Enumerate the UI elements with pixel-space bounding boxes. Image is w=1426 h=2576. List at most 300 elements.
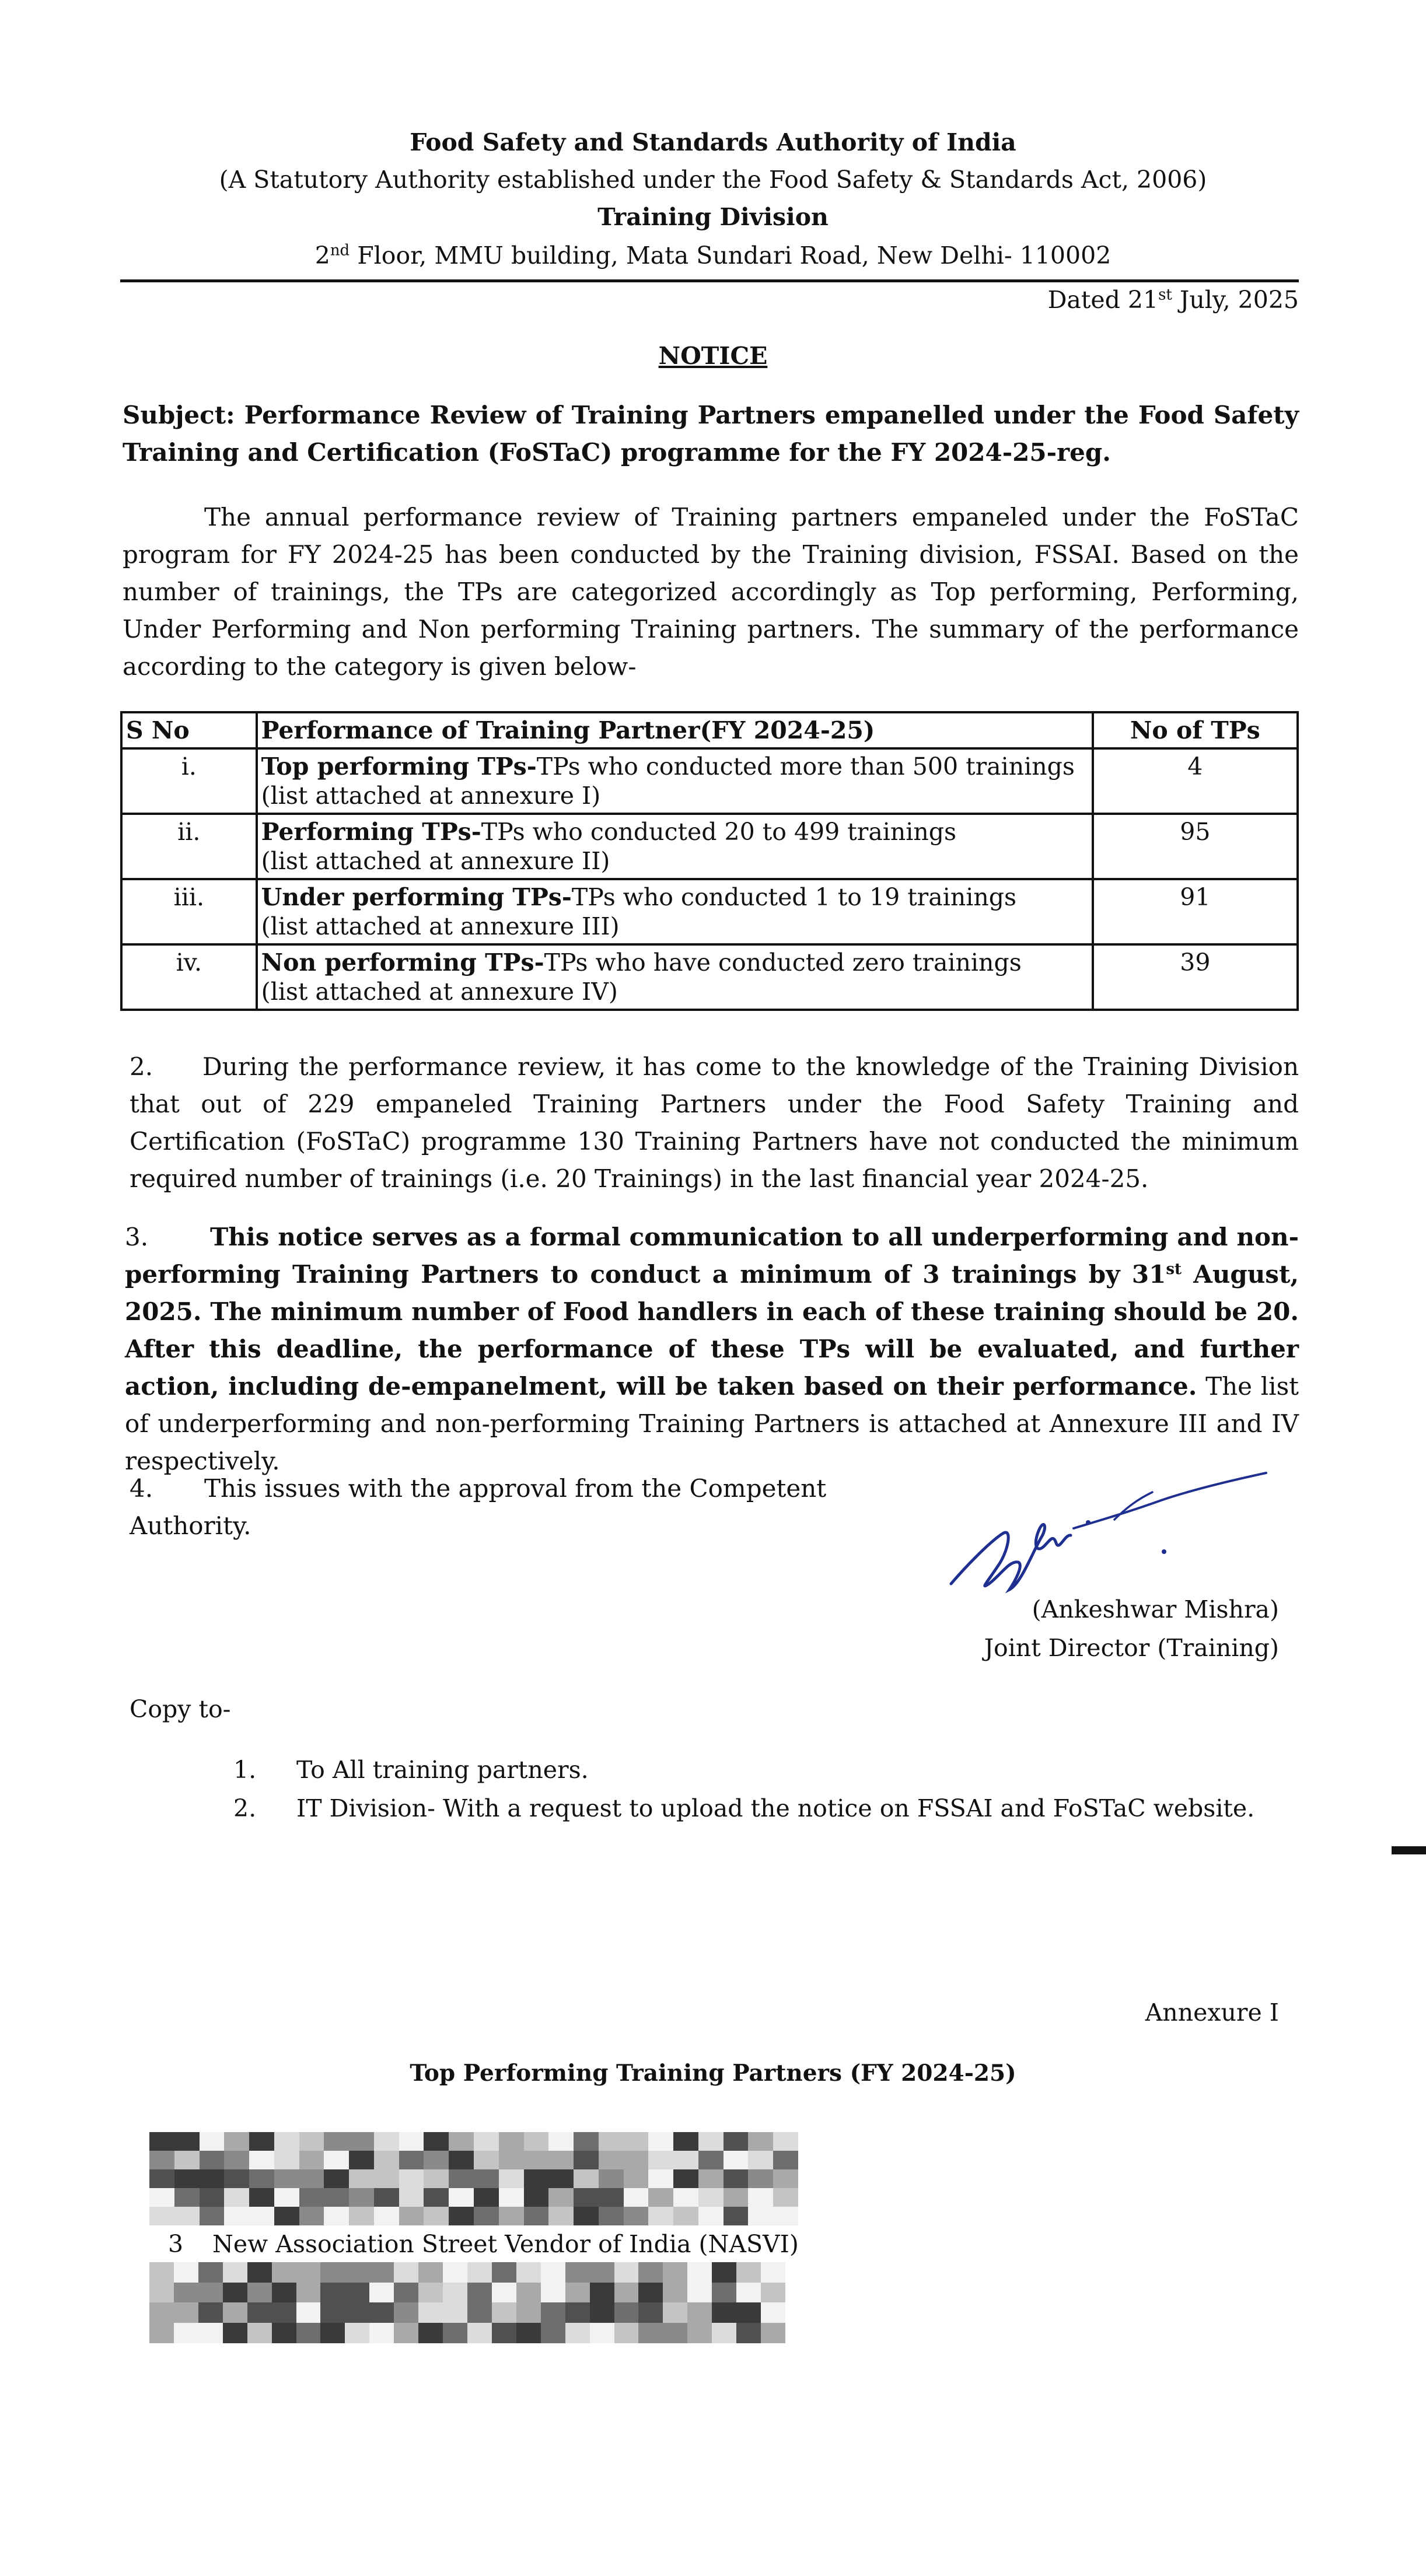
- redaction-pixel: [663, 2262, 687, 2283]
- redaction-pixel: [624, 2188, 649, 2207]
- intro-paragraph: The annual performance review of Training partners empaneled under the FoSTaC program for FY 2024-25 has been conducted by the Training division, FSSAI. Based on the number of trainings, the TPs are categorized accordingly as Top performing, Performing, Under Performing and Non performing Training partners. The summary of the performance according to the category is given below-: [123, 503, 1299, 681]
- redaction-pixel: [320, 2262, 345, 2283]
- redaction-pixel: [574, 2132, 599, 2151]
- redaction-pixel: [324, 2151, 349, 2169]
- redaction-pixel: [299, 2188, 324, 2207]
- redaction-pixel: [524, 2207, 549, 2225]
- redaction-pixel: [449, 2169, 474, 2188]
- table-row: [121, 748, 1298, 814]
- redaction-pixel: [761, 2283, 785, 2303]
- redacted-entries-bottom: [149, 2262, 785, 2343]
- redaction-pixel: [724, 2132, 749, 2151]
- row-description: [257, 814, 1093, 879]
- row-title: Under performing TPs-: [261, 883, 572, 911]
- redaction-pixel: [673, 2169, 698, 2188]
- redaction-pixel: [224, 2188, 249, 2207]
- copy-to-item-text: To All training partners.: [296, 1756, 589, 1784]
- redaction-pixel: [599, 2169, 624, 2188]
- address-rest: Floor, MMU building, Mata Sundari Road, New Delhi- 110002: [349, 242, 1112, 270]
- redaction-pixel: [773, 2151, 798, 2169]
- redaction-pixel: [516, 2262, 541, 2283]
- redaction-pixel: [499, 2169, 524, 2188]
- redaction-pixel: [247, 2283, 272, 2303]
- redaction-pixel: [474, 2132, 499, 2151]
- redaction-pixel: [174, 2151, 200, 2169]
- copy-to-item: [233, 1790, 1254, 1827]
- redaction-pixel: [638, 2323, 663, 2343]
- redaction-pixel: [345, 2283, 369, 2303]
- redaction-pixel: [748, 2188, 773, 2207]
- redaction-pixel: [736, 2283, 761, 2303]
- redaction-pixel: [394, 2302, 418, 2323]
- redaction-pixel: [687, 2283, 712, 2303]
- redaction-pixel: [548, 2132, 574, 2151]
- redaction-pixel: [296, 2283, 321, 2303]
- redaction-pixel: [299, 2207, 324, 2225]
- redaction-pixel: [492, 2323, 516, 2343]
- date-sup: st: [1158, 286, 1172, 304]
- row-desc: TPs who conducted 1 to 19 trainings: [571, 883, 1017, 911]
- copy-to-item-text: IT Division- With a request to upload the notice on FSSAI and FoSTaC website.: [296, 1794, 1255, 1822]
- redaction-pixel: [638, 2283, 663, 2303]
- redaction-pixel: [198, 2262, 223, 2283]
- redaction-pixel: [724, 2151, 749, 2169]
- scan-edge-mark: [1392, 1846, 1426, 1854]
- redaction-pixel: [274, 2132, 299, 2151]
- redaction-pixel: [224, 2169, 249, 2188]
- paragraph-2-number: 2.: [130, 1052, 153, 1081]
- redaction-pixel: [272, 2323, 296, 2343]
- redaction-pixel: [274, 2188, 299, 2207]
- row-sno: iii.: [121, 879, 257, 944]
- redaction-pixel: [474, 2188, 499, 2207]
- redaction-pixel: [574, 2151, 599, 2169]
- redaction-pixel: [574, 2169, 599, 2188]
- redaction-pixel: [773, 2207, 798, 2225]
- redaction-pixel: [541, 2323, 565, 2343]
- redaction-pixel: [599, 2207, 624, 2225]
- row-desc: TPs who conducted 20 to 499 trainings: [481, 818, 957, 846]
- redaction-pixel: [548, 2169, 574, 2188]
- col-header-performance: Performance of Training Partner(FY 2024-25): [257, 712, 1093, 748]
- redaction-pixel: [374, 2207, 399, 2225]
- redaction-pixel: [449, 2151, 474, 2169]
- redaction-pixel: [424, 2151, 449, 2169]
- redaction-pixel: [663, 2283, 687, 2303]
- address: [0, 237, 1426, 274]
- redaction-pixel: [174, 2169, 200, 2188]
- redaction-pixel: [345, 2262, 369, 2283]
- redaction-pixel: [223, 2262, 247, 2283]
- redaction-pixel: [712, 2283, 736, 2303]
- redaction-pixel: [548, 2151, 574, 2169]
- redaction-pixel: [324, 2132, 349, 2151]
- redaction-pixel: [663, 2323, 687, 2343]
- redaction-pixel: [516, 2302, 541, 2323]
- redaction-pixel: [590, 2262, 614, 2283]
- redaction-pixel: [349, 2132, 374, 2151]
- redaction-pixel: [449, 2132, 474, 2151]
- redaction-pixel: [648, 2169, 673, 2188]
- redaction-pixel: [474, 2169, 499, 2188]
- redaction-pixel: [418, 2262, 443, 2283]
- redaction-pixel: [149, 2302, 174, 2323]
- redaction-pixel: [223, 2323, 247, 2343]
- redaction-pixel: [467, 2283, 492, 2303]
- redaction-pixel: [663, 2302, 687, 2323]
- row-count: 39: [1093, 944, 1298, 1010]
- redaction-pixel: [599, 2132, 624, 2151]
- redaction-pixel: [249, 2151, 274, 2169]
- redaction-pixel: [724, 2188, 749, 2207]
- redaction-pixel: [698, 2169, 724, 2188]
- redaction-pixel: [249, 2169, 274, 2188]
- redaction-pixel: [349, 2188, 374, 2207]
- redaction-pixel: [443, 2262, 467, 2283]
- notice-title: NOTICE: [658, 342, 768, 370]
- redaction-pixel: [223, 2283, 247, 2303]
- redaction-pixel: [698, 2207, 724, 2225]
- copy-to-label: Copy to-: [130, 1695, 231, 1723]
- subject: Subject: Performance Review of Training Partners empanelled under the Food Safety Training and Certification (FoSTaC) programme for the FY 2024-25-reg.: [123, 401, 1299, 467]
- redaction-pixel: [274, 2151, 299, 2169]
- redaction-pixel: [574, 2207, 599, 2225]
- redaction-pixel: [369, 2302, 394, 2323]
- redaction-pixel: [492, 2302, 516, 2323]
- redaction-pixel: [499, 2188, 524, 2207]
- redaction-pixel: [149, 2262, 174, 2283]
- redaction-pixel: [224, 2151, 249, 2169]
- redaction-pixel: [524, 2151, 549, 2169]
- redaction-pixel: [200, 2132, 225, 2151]
- redaction-pixel: [673, 2132, 698, 2151]
- redaction-pixel: [394, 2262, 418, 2283]
- redacted-entries-top: [149, 2132, 798, 2225]
- redaction-pixel: [149, 2169, 174, 2188]
- date-post: July, 2025: [1172, 286, 1299, 314]
- redaction-pixel: [773, 2132, 798, 2151]
- redaction-pixel: [712, 2323, 736, 2343]
- address-floor-sup: nd: [330, 242, 350, 260]
- redaction-pixel: [149, 2151, 174, 2169]
- redaction-pixel: [761, 2323, 785, 2343]
- redaction-pixel: [687, 2262, 712, 2283]
- redaction-pixel: [296, 2302, 321, 2323]
- redaction-pixel: [247, 2262, 272, 2283]
- paragraph-4-text: This issues with the approval from the Competent Authority.: [130, 1474, 827, 1540]
- redaction-pixel: [524, 2132, 549, 2151]
- redaction-pixel: [424, 2132, 449, 2151]
- paragraph-4: [130, 1470, 946, 1545]
- redaction-pixel: [599, 2151, 624, 2169]
- redaction-pixel: [548, 2207, 574, 2225]
- paragraph-3-number: 3.: [125, 1223, 149, 1251]
- redaction-pixel: [492, 2262, 516, 2283]
- table-row: [121, 944, 1298, 1010]
- annexure-title: Top Performing Training Partners (FY 2024-25): [410, 2060, 1016, 2087]
- redaction-pixel: [299, 2132, 324, 2151]
- redaction-pixel: [399, 2207, 424, 2225]
- row-title: Performing TPs-: [261, 818, 481, 846]
- redaction-pixel: [467, 2302, 492, 2323]
- redaction-pixel: [565, 2323, 590, 2343]
- redaction-pixel: [274, 2207, 299, 2225]
- redaction-pixel: [599, 2188, 624, 2207]
- redaction-pixel: [712, 2262, 736, 2283]
- redaction-pixel: [748, 2151, 773, 2169]
- redaction-pixel: [565, 2262, 590, 2283]
- paragraph-4-number: 4.: [130, 1474, 153, 1503]
- redaction-pixel: [524, 2188, 549, 2207]
- row-title: Top performing TPs-: [261, 752, 537, 780]
- redaction-pixel: [624, 2207, 649, 2225]
- redaction-pixel: [516, 2323, 541, 2343]
- redaction-pixel: [614, 2283, 639, 2303]
- redaction-pixel: [200, 2151, 225, 2169]
- row-count: 95: [1093, 814, 1298, 879]
- redaction-pixel: [200, 2169, 225, 2188]
- redaction-pixel: [349, 2207, 374, 2225]
- paragraph-2: [130, 1048, 1299, 1198]
- redaction-pixel: [492, 2283, 516, 2303]
- redaction-pixel: [394, 2283, 418, 2303]
- paragraph-3-bold-b: August, 2025. The minimum number of Food handlers in each of these training should be 20. After this deadline, the performance of these TPs will be evaluated, and further action, including de-empanelment, will be taken based on their performance.: [125, 1260, 1299, 1401]
- redaction-pixel: [324, 2188, 349, 2207]
- redaction-pixel: [394, 2323, 418, 2343]
- redaction-pixel: [296, 2262, 321, 2283]
- redaction-pixel: [198, 2302, 223, 2323]
- redaction-pixel: [590, 2283, 614, 2303]
- redaction-pixel: [369, 2283, 394, 2303]
- redaction-pixel: [467, 2323, 492, 2343]
- redaction-pixel: [149, 2323, 174, 2343]
- redaction-pixel: [443, 2283, 467, 2303]
- redaction-pixel: [174, 2302, 198, 2323]
- copy-to-item-number: 2.: [233, 1794, 257, 1822]
- annexure-visible-entry: [168, 2225, 799, 2263]
- annexure-label: Annexure I: [1145, 1999, 1279, 2027]
- redaction-pixel: [565, 2302, 590, 2323]
- redaction-pixel: [614, 2323, 639, 2343]
- entry-name: New Association Street Vendor of India (NASVI): [212, 2230, 799, 2258]
- row-description: [257, 879, 1093, 944]
- redaction-pixel: [724, 2207, 749, 2225]
- redaction-pixel: [296, 2323, 321, 2343]
- redaction-pixel: [673, 2188, 698, 2207]
- redaction-pixel: [424, 2207, 449, 2225]
- redaction-pixel: [418, 2302, 443, 2323]
- redaction-pixel: [272, 2262, 296, 2283]
- entry-number: 3: [168, 2230, 184, 2258]
- redaction-pixel: [499, 2151, 524, 2169]
- redaction-pixel: [374, 2188, 399, 2207]
- redaction-pixel: [624, 2151, 649, 2169]
- redaction-pixel: [149, 2188, 174, 2207]
- redaction-pixel: [274, 2169, 299, 2188]
- redaction-pixel: [673, 2151, 698, 2169]
- redaction-pixel: [748, 2207, 773, 2225]
- redaction-pixel: [200, 2188, 225, 2207]
- paragraph-3-bold-sup: st: [1166, 1261, 1182, 1278]
- redaction-pixel: [399, 2188, 424, 2207]
- redaction-pixel: [499, 2132, 524, 2151]
- redaction-pixel: [369, 2262, 394, 2283]
- redaction-pixel: [773, 2188, 798, 2207]
- redaction-pixel: [548, 2188, 574, 2207]
- redaction-pixel: [272, 2283, 296, 2303]
- redaction-pixel: [648, 2188, 673, 2207]
- row-note: (list attached at annexure IV): [261, 978, 618, 1006]
- redaction-pixel: [399, 2169, 424, 2188]
- redaction-pixel: [174, 2283, 198, 2303]
- redaction-pixel: [443, 2302, 467, 2323]
- redaction-pixel: [399, 2151, 424, 2169]
- redaction-pixel: [399, 2132, 424, 2151]
- redaction-pixel: [474, 2151, 499, 2169]
- redaction-pixel: [648, 2132, 673, 2151]
- row-count: 4: [1093, 748, 1298, 814]
- row-desc: TPs who have conducted zero trainings: [544, 949, 1022, 977]
- redaction-pixel: [345, 2302, 369, 2323]
- redaction-pixel: [174, 2262, 198, 2283]
- redaction-pixel: [449, 2207, 474, 2225]
- redaction-pixel: [748, 2169, 773, 2188]
- address-floor-num: 2: [314, 242, 330, 270]
- paragraph-3: [125, 1219, 1299, 1480]
- paragraph-3-rest: The list of underperforming and non-performing Training Partners is attached at Annexure III and IV respectively.: [125, 1372, 1299, 1475]
- redaction-pixel: [698, 2188, 724, 2207]
- row-description: [257, 748, 1093, 814]
- performance-table: [120, 711, 1299, 1011]
- row-title: Non performing TPs-: [261, 949, 544, 977]
- redaction-pixel: [614, 2262, 639, 2283]
- redaction-pixel: [174, 2132, 200, 2151]
- row-sno: ii.: [121, 814, 257, 879]
- redaction-pixel: [638, 2262, 663, 2283]
- redaction-pixel: [516, 2283, 541, 2303]
- redaction-pixel: [272, 2302, 296, 2323]
- copy-to-item: [233, 1751, 589, 1788]
- redaction-pixel: [320, 2302, 345, 2323]
- redaction-pixel: [673, 2207, 698, 2225]
- signatory-designation: Joint Director (Training): [984, 1634, 1279, 1662]
- redaction-pixel: [499, 2207, 524, 2225]
- redaction-pixel: [374, 2151, 399, 2169]
- org-subtitle: (A Statutory Authority established under the Food Safety & Standards Act, 2006): [219, 166, 1207, 194]
- redaction-pixel: [565, 2283, 590, 2303]
- redaction-pixel: [299, 2151, 324, 2169]
- redaction-pixel: [524, 2169, 549, 2188]
- col-header-count: No of TPs: [1093, 712, 1298, 748]
- redaction-pixel: [773, 2169, 798, 2188]
- redaction-pixel: [198, 2283, 223, 2303]
- redaction-pixel: [541, 2302, 565, 2323]
- redaction-pixel: [198, 2323, 223, 2343]
- paragraph-3-bold-a: This notice serves as a formal communication to all underperforming and non-performing Training Partners to conduct a minimum of 3 trainings by 31: [125, 1223, 1299, 1289]
- redaction-pixel: [648, 2151, 673, 2169]
- redaction-pixel: [698, 2151, 724, 2169]
- row-desc: TPs who conducted more than 500 trainings: [536, 752, 1075, 780]
- row-note: (list attached at annexure III): [261, 912, 620, 940]
- redaction-pixel: [590, 2323, 614, 2343]
- row-count: 91: [1093, 879, 1298, 944]
- redaction-pixel: [249, 2132, 274, 2151]
- redaction-pixel: [174, 2188, 200, 2207]
- redaction-pixel: [324, 2207, 349, 2225]
- redaction-pixel: [174, 2207, 200, 2225]
- redaction-pixel: [761, 2262, 785, 2283]
- redaction-pixel: [324, 2169, 349, 2188]
- org-name: Food Safety and Standards Authority of India: [410, 128, 1016, 156]
- redaction-pixel: [698, 2132, 724, 2151]
- paragraph-2-text: During the performance review, it has come to the knowledge of the Training Division that out of 229 empaneled Training Partners under the Food Safety Training and Certification (FoSTaC) programme 130 Training Partners have not conducted the minimum required number of trainings (i.e. 20 Trainings) in the last financial year 2024-25.: [130, 1052, 1299, 1193]
- redaction-pixel: [736, 2302, 761, 2323]
- redaction-pixel: [320, 2323, 345, 2343]
- table-row: [121, 879, 1298, 944]
- redaction-pixel: [374, 2169, 399, 2188]
- redaction-pixel: [474, 2207, 499, 2225]
- redaction-pixel: [149, 2207, 174, 2225]
- redaction-pixel: [247, 2302, 272, 2323]
- redaction-pixel: [418, 2283, 443, 2303]
- redaction-pixel: [624, 2132, 649, 2151]
- redaction-pixel: [443, 2323, 467, 2343]
- table-row: [121, 814, 1298, 879]
- copy-to-item-number: 1.: [233, 1756, 257, 1784]
- redaction-pixel: [614, 2302, 639, 2323]
- redaction-pixel: [724, 2169, 749, 2188]
- redaction-pixel: [200, 2207, 225, 2225]
- signatory-name: (Ankeshwar Mishra): [1032, 1595, 1279, 1623]
- redaction-pixel: [748, 2132, 773, 2151]
- row-note: (list attached at annexure I): [261, 782, 601, 810]
- row-description: [257, 944, 1093, 1010]
- redaction-pixel: [541, 2262, 565, 2283]
- table-header-row: [121, 712, 1298, 748]
- redaction-pixel: [424, 2169, 449, 2188]
- redaction-pixel: [299, 2169, 324, 2188]
- redaction-pixel: [349, 2151, 374, 2169]
- redaction-pixel: [247, 2323, 272, 2343]
- redaction-pixel: [374, 2132, 399, 2151]
- redaction-pixel: [224, 2207, 249, 2225]
- row-sno: iv.: [121, 944, 257, 1010]
- notice-date: [1048, 281, 1299, 318]
- redaction-pixel: [424, 2188, 449, 2207]
- row-sno: i.: [121, 748, 257, 814]
- redaction-pixel: [345, 2323, 369, 2343]
- redaction-pixel: [687, 2302, 712, 2323]
- redaction-pixel: [149, 2283, 174, 2303]
- redaction-pixel: [320, 2283, 345, 2303]
- row-note: (list attached at annexure II): [261, 847, 610, 875]
- redaction-pixel: [624, 2169, 649, 2188]
- redaction-pixel: [736, 2262, 761, 2283]
- redaction-pixel: [687, 2323, 712, 2343]
- redaction-pixel: [174, 2323, 198, 2343]
- redaction-pixel: [149, 2132, 174, 2151]
- redaction-pixel: [590, 2302, 614, 2323]
- redaction-pixel: [249, 2207, 274, 2225]
- redaction-pixel: [349, 2169, 374, 2188]
- redaction-pixel: [224, 2132, 249, 2151]
- redaction-pixel: [541, 2283, 565, 2303]
- redaction-pixel: [574, 2188, 599, 2207]
- redaction-pixel: [712, 2302, 736, 2323]
- redaction-pixel: [467, 2262, 492, 2283]
- redaction-pixel: [761, 2302, 785, 2323]
- redaction-pixel: [638, 2302, 663, 2323]
